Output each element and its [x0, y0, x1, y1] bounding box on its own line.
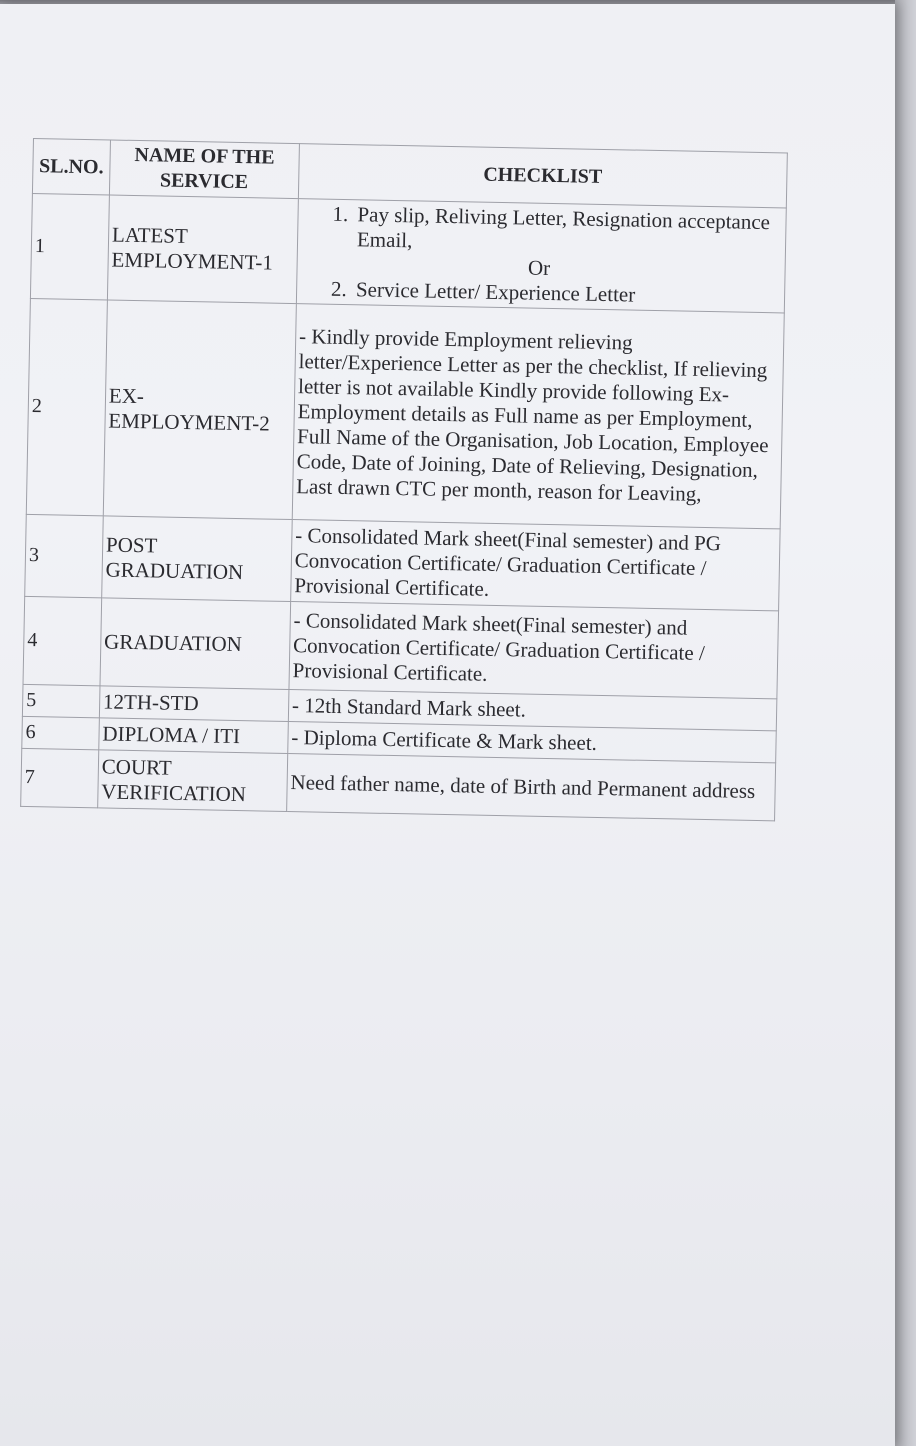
- row-sl-no: 2: [26, 298, 107, 515]
- row-checklist: - Kindly provide Employment relieving letter/Experience Letter as per the checklist, If relieving letter is not available Kindly provide following Ex-Employment details as Full name as per Employment, Full Name of the Organisation, Job Location, Employee Code, Date of Joining, Date of Relieving, Designation, Last drawn CTC per month, reason for Leaving,: [292, 304, 784, 529]
- or-separator: Or: [527, 255, 551, 280]
- row-sl-no: 7: [21, 748, 99, 807]
- row-sl-no: 5: [22, 684, 99, 717]
- list-item-text: Pay slip, Reliving Letter, Resignation acceptance Email,: [356, 202, 771, 253]
- row-checklist: Need father name, date of Birth and Permanent address: [286, 754, 775, 821]
- row-checklist: - Consolidated Mark sheet(Final semester) and Convocation Certificate/ Graduation Certificate / Provisional Certificate.: [289, 602, 779, 699]
- row-service: COURT VERIFICATION: [97, 750, 287, 812]
- row-service: GRADUATION: [100, 598, 291, 690]
- row-checklist: [296, 199, 786, 313]
- header-sl-no: SL.NO.: [32, 139, 110, 195]
- row-checklist: - Diploma Certificate & Mark sheet.: [288, 722, 777, 763]
- row-sl-no: 1: [30, 193, 109, 299]
- checklist-numbered-list: [300, 201, 783, 310]
- list-item-text: Service Letter/ Experience Letter: [355, 277, 636, 307]
- checklist-table: [20, 138, 788, 821]
- row-service: 12TH-STD: [99, 686, 289, 722]
- list-item: [352, 202, 783, 285]
- table-row: [26, 298, 784, 528]
- row-sl-no: 3: [25, 514, 103, 597]
- header-checklist: CHECKLIST: [298, 144, 787, 208]
- table-row: [23, 596, 779, 698]
- row-service: EX-EMPLOYMENT-2: [103, 300, 296, 520]
- row-sl-no: 4: [23, 596, 102, 685]
- row-service: POST GRADUATION: [102, 516, 293, 602]
- row-service: DIPLOMA / ITI: [99, 718, 289, 754]
- header-service: NAME OF THE SERVICE: [109, 140, 299, 199]
- row-service: LATEST EMPLOYMENT-1: [107, 195, 298, 304]
- paper-edge-shadow: [895, 0, 916, 1446]
- table-row: [30, 193, 786, 312]
- table-row: [25, 514, 780, 610]
- checklist-table-container: [20, 138, 788, 821]
- row-sl-no: 6: [22, 716, 99, 749]
- row-checklist: - 12th Standard Mark sheet.: [288, 690, 777, 731]
- row-checklist: - Consolidated Mark sheet(Final semester) and PG Convocation Certificate/ Graduation Certificate / Provisional Certificate.: [291, 520, 781, 611]
